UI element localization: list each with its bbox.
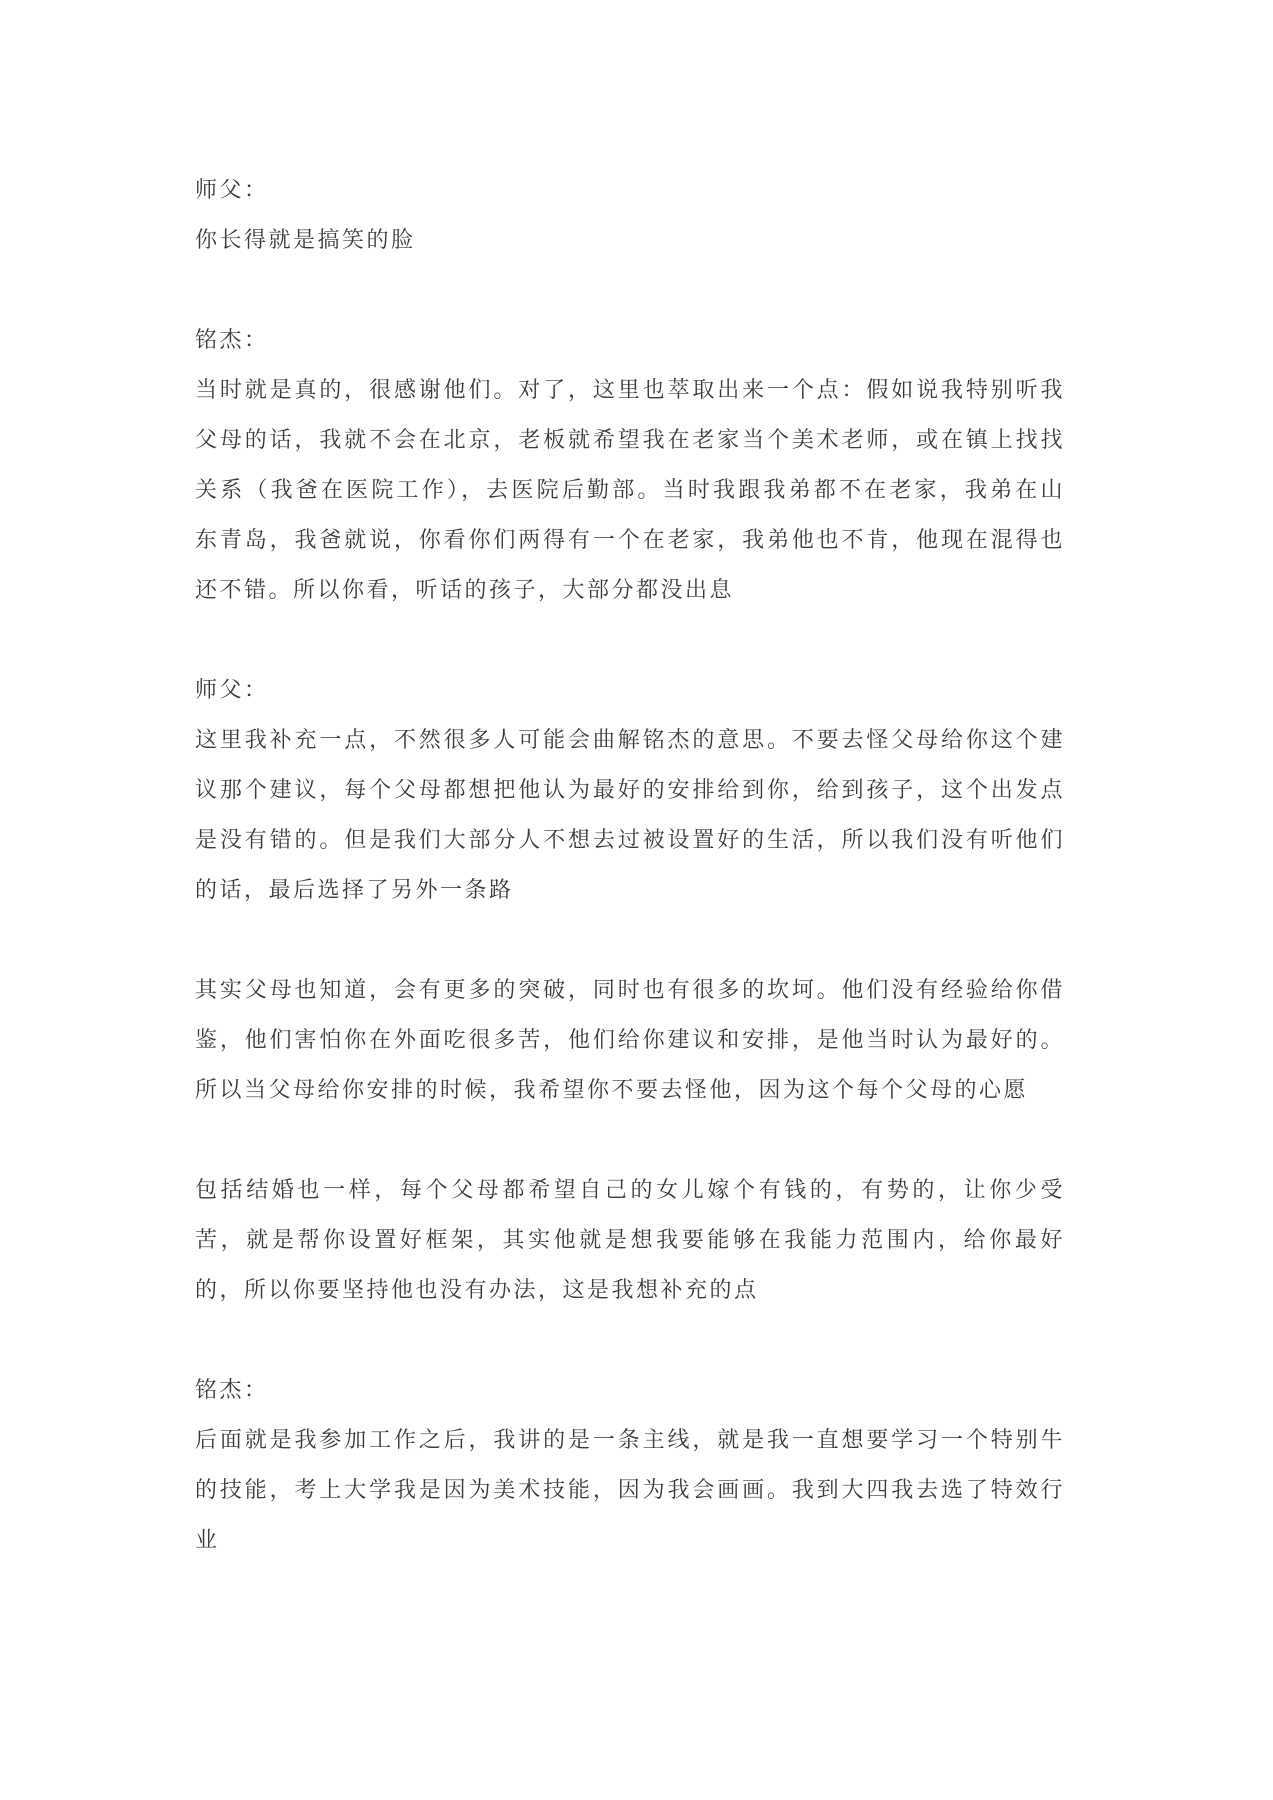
dialogue-block — [195, 1366, 1065, 1566]
speaker-label: 师父： — [195, 178, 269, 203]
speaker-label: 师父： — [195, 678, 269, 703]
dialogue-paragraph: 你长得就是搞笑的脸 — [195, 228, 416, 253]
dialogue-block — [195, 966, 1065, 1116]
dialogue-block — [195, 1166, 1065, 1316]
dialogue-paragraph: 当时就是真的，很感谢他们。对了，这里也萃取出来一个点：假如说我特别听我父母的话，我就不会在北京，老板就希望我在老家当个美术老师，或在镇上找找关系（我爸在医院工作），去医院后勤部。当时我跟我弟都不在老家，我弟在山东青岛，我爸就说，你看你们两得有一个在老家，我弟他也不肯，他现在混得也还不错。所以你看，听话的孩子，大部分都没出息 — [195, 378, 1065, 603]
dialogue-block — [195, 666, 1065, 916]
speaker-label: 铭杰： — [195, 1378, 269, 1403]
speaker-label: 铭杰： — [195, 328, 269, 353]
dialogue-paragraph: 后面就是我参加工作之后，我讲的是一条主线，就是我一直想要学习一个特别牛的技能，考上大学我是因为美术技能，因为我会画画。我到大四我去选了特效行业 — [195, 1428, 1065, 1553]
dialogue-paragraph: 这里我补充一点，不然很多人可能会曲解铭杰的意思。不要去怪父母给你这个建议那个建议，每个父母都想把他认为最好的安排给到你，给到孩子，这个出发点是没有错的。但是我们大部分人不想去过被设置好的生活，所以我们没有听他们的话，最后选择了另外一条路 — [195, 728, 1065, 903]
dialogue-block — [195, 316, 1065, 616]
dialogue-paragraph: 其实父母也知道，会有更多的突破，同时也有很多的坎坷。他们没有经验给你借鉴，他们害怕你在外面吃很多苦，他们给你建议和安排，是他当时认为最好的。所以当父母给你安排的时候，我希望你不要去怪他，因为这个每个父母的心愿 — [195, 978, 1065, 1103]
transcript-body — [195, 166, 1065, 1616]
dialogue-paragraph: 包括结婚也一样，每个父母都希望自己的女儿嫁个有钱的，有势的，让你少受苦，就是帮你设置好框架，其实他就是想我要能够在我能力范围内，给你最好的，所以你要坚持他也没有办法，这是我想补充的点 — [195, 1178, 1065, 1303]
dialogue-block — [195, 166, 1065, 266]
